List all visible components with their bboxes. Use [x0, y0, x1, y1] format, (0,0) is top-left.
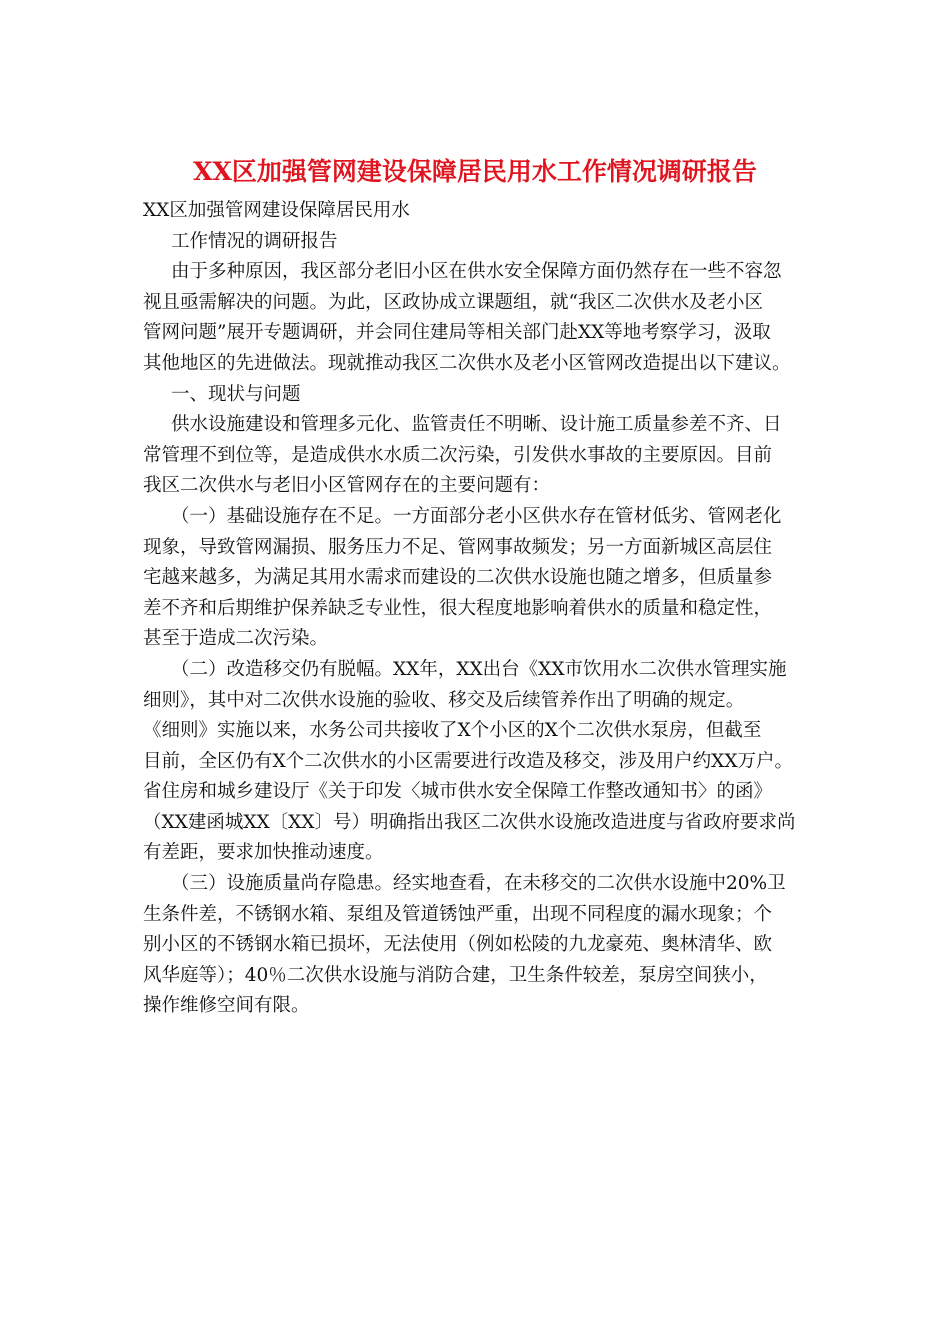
text-line: （XX建函城XX〔XX〕号）明确指出我区二次供水设施改造进度与省政府要求尚 — [143, 811, 796, 833]
text-line: 差不齐和后期维护保养缺乏专业性，很大程度地影响着供水的质量和稳定性， — [143, 597, 773, 619]
text-line: 工作情况的调研报告 — [171, 230, 338, 252]
text-line: 供水设施建设和管理多元化、监管责任不明晰、设计施工质量参差不齐、日 — [171, 414, 782, 436]
document-body — [143, 196, 809, 1022]
text-line: 由于多种原因，我区部分老旧小区在供水安全保障方面仍然存在一些不容忽 — [171, 261, 782, 283]
text-line: 细则》，其中对二次供水设施的验收、移交及后续管养作出了明确的规定。 — [143, 689, 745, 711]
text-line: 生条件差，不锈钢水箱、泵组及管道锈蚀严重，出现不同程度的漏水现象；个 — [143, 903, 773, 925]
text-line: 《细则》实施以来，水务公司共接收了X个小区的X个二次供水泵房，但截至 — [143, 720, 762, 742]
text-line: 省住房和城乡建设厅《关于印发〈城市供水安全保障工作整改通知书〉的函》 — [143, 781, 773, 803]
text-line: XX区加强管网建设保障居民用水 — [143, 200, 410, 221]
text-line: 管网问题”展开专题调研，并会同住建局等相关部门赴XX等地考察学习，汲取 — [143, 322, 771, 344]
text-line: 别小区的不锈钢水箱已损坏，无法使用（例如松陵的九龙豪苑、奥林清华、欧 — [143, 934, 773, 956]
text-line: 风华庭等）；40％二次供水设施与消防合建，卫生条件较差，泵房空间狭小， — [143, 964, 768, 986]
text-line: 其他地区的先进做法。现就推动我区二次供水及老小区管网改造提出以下建议。 — [143, 352, 791, 374]
text-line: 目前，全区仍有X个二次供水的小区需要进行改造及移交，涉及用户约XX万户。 — [143, 750, 794, 772]
text-line: （一）基础设施存在不足。一方面部分老小区供水存在管材低劣、管网老化 — [171, 505, 782, 527]
text-line: 现象，导致管网漏损、服务压力不足、管网事故频发；另一方面新城区高层住 — [143, 536, 773, 558]
text-line: 宅越来越多，为满足其用水需求而建设的二次供水设施也随之增多，但质量参 — [143, 567, 773, 589]
text-line: 视且亟需解决的问题。为此，区政协成立课题组，就“我区二次供水及老小区 — [143, 291, 763, 313]
text-line: 甚至于造成二次污染。 — [143, 628, 329, 650]
text-line: 常管理不到位等，是造成供水水质二次污染，引发供水事故的主要原因。目前 — [143, 444, 773, 466]
text-line: 有差距，要求加快推动速度。 — [143, 842, 384, 864]
text-line: （二）改造移交仍有脱幅。XX年，XX出台《XX市饮用水二次供水管理实施 — [171, 658, 787, 680]
text-line: 我区二次供水与老旧小区管网存在的主要问题有： — [143, 475, 551, 497]
text-line: 一、现状与问题 — [171, 383, 301, 405]
text-line: （三）设施质量尚存隐患。经实地查看，在未移交的二次供水设施中20%卫 — [171, 873, 786, 895]
document-title: XX区加强管网建设保障居民用水工作情况调研报告 — [193, 157, 757, 186]
text-line: 操作维修空间有限。 — [143, 995, 310, 1017]
